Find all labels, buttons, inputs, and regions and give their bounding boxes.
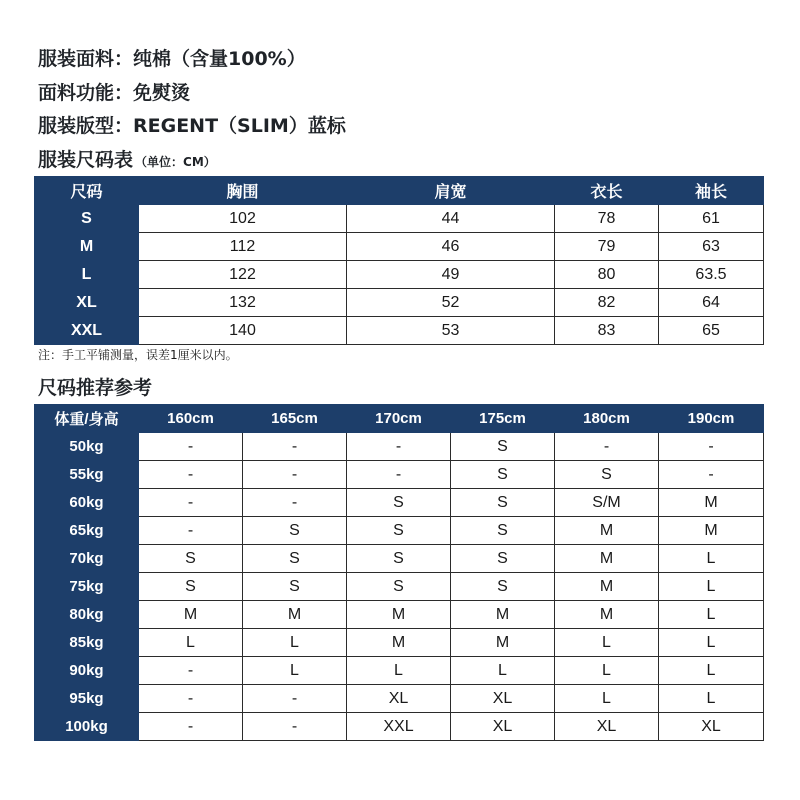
recommendation-row-label: 65kg [35,517,139,545]
recommendation-row-cell: L [659,629,764,657]
recommendation-row-cell: S [451,489,555,517]
size-row-cell: 65 [659,317,764,345]
size-row [35,233,764,261]
recommendation-row-cell: L [659,601,764,629]
recommendation-row-cell: - [347,433,451,461]
recommendation-row-cell: - [243,433,347,461]
recommendation-row-cell: L [243,657,347,685]
recommendation-row-cell: - [139,685,243,713]
recommendation-row-cell: M [139,601,243,629]
function-info: 面料功能：免熨烫 [38,82,191,104]
size-chart-header: 袖长 [659,177,764,205]
recommendation-row-cell: S [347,517,451,545]
recommendation-row-label: 55kg [35,461,139,489]
recommendation-row-label: 60kg [35,489,139,517]
recommendation-row-label: 85kg [35,629,139,657]
recommendation-row-cell: M [555,545,659,573]
size-row [35,317,764,345]
size-chart-header: 衣长 [555,177,659,205]
size-row-cell: 80 [555,261,659,289]
size-chart-header: 胸围 [139,177,347,205]
recommendation-row-cell: L [555,629,659,657]
recommendation-row-cell: XL [451,685,555,713]
recommendation-row-cell: XL [659,713,764,741]
size-row-cell: 46 [347,233,555,261]
size-row-cell: 140 [139,317,347,345]
size-row [35,261,764,289]
recommendation-row-cell: - [243,489,347,517]
recommendation-row-cell: M [451,601,555,629]
recommendation-row-cell: L [555,657,659,685]
size-row-cell: 63.5 [659,261,764,289]
fit-info: 服装版型：REGENT（SLIM）蓝标 [38,115,346,137]
recommendation-row-cell: M [243,601,347,629]
recommendation-row-cell: S [451,517,555,545]
size-row-label: L [35,261,139,289]
size-chart-header: 肩宽 [347,177,555,205]
recommendation-row-cell: - [243,461,347,489]
recommendation-row [35,573,764,601]
recommendation-row [35,545,764,573]
recommendation-row-cell: M [555,517,659,545]
size-row [35,205,764,233]
recommendation-row-cell: L [451,657,555,685]
recommendation-row [35,657,764,685]
recommendation-row-cell: S [347,573,451,601]
recommendation-row-cell: S [243,517,347,545]
recommendation-header: 165cm [243,405,347,433]
recommendation-row-cell: S [451,573,555,601]
recommendation-row-cell: - [659,461,764,489]
recommendation-row-cell: - [139,433,243,461]
recommendation-row-cell: - [347,461,451,489]
recommendation-row-cell: L [139,629,243,657]
recommendation-row-cell: S [555,461,659,489]
size-chart-table [34,176,764,345]
size-row-cell: 53 [347,317,555,345]
recommendation-table [34,404,764,741]
recommendation-row-label: 75kg [35,573,139,601]
recommendation-row-cell: M [555,573,659,601]
recommendation-row-cell: XL [347,685,451,713]
size-row-cell: 63 [659,233,764,261]
size-row-cell: 61 [659,205,764,233]
recommendation-row-cell: M [659,489,764,517]
size-row-cell: 112 [139,233,347,261]
recommendation-header: 体重/身高 [35,405,139,433]
recommendation-row-cell: - [243,685,347,713]
recommendation-row-cell: S [347,489,451,517]
recommendation-row-label: 100kg [35,713,139,741]
size-row-cell: 52 [347,289,555,317]
recommendation-row-cell: L [659,545,764,573]
recommendation-row-label: 80kg [35,601,139,629]
size-row [35,289,764,317]
recommendation-row-cell: S [347,545,451,573]
recommendation-row-cell: L [555,685,659,713]
recommendation-row [35,601,764,629]
recommendation-row [35,461,764,489]
recommendation-row-cell: S [451,433,555,461]
size-row-label: XL [35,289,139,317]
recommendation-row-cell: M [659,517,764,545]
recommendation-header: 175cm [451,405,555,433]
size-row-cell: 132 [139,289,347,317]
recommendation-row-cell: L [659,573,764,601]
recommendation-row-cell: S [139,573,243,601]
recommendation-row-cell: - [659,433,764,461]
recommendation-row [35,517,764,545]
recommendation-row-label: 50kg [35,433,139,461]
recommendation-row-cell: - [139,657,243,685]
recommendation-row [35,685,764,713]
recommendation-header: 170cm [347,405,451,433]
recommendation-row-cell: - [243,713,347,741]
size-chart-header-row [35,177,764,205]
recommendation-row-cell: L [659,685,764,713]
recommendation-row-cell: S [451,461,555,489]
recommendation-header-row [35,405,764,433]
recommendation-row [35,489,764,517]
recommendation-row-cell: - [139,517,243,545]
recommendation-header: 160cm [139,405,243,433]
recommendation-row-cell: - [139,489,243,517]
size-row-cell: 78 [555,205,659,233]
recommendation-row-cell: - [139,713,243,741]
recommendation-row-cell: M [555,601,659,629]
recommendation-row-cell: XL [451,713,555,741]
size-row-cell: 102 [139,205,347,233]
fabric-info: 服装面料：纯棉（含量100%） [38,48,306,70]
size-row-cell: 79 [555,233,659,261]
recommendation-row-label: 95kg [35,685,139,713]
recommendation-row-cell: S [451,545,555,573]
recommendation-row-cell: L [243,629,347,657]
size-chart-unit: （单位：CM） [135,155,216,169]
recommendation-row-cell: XL [555,713,659,741]
recommendation-row-cell: - [555,433,659,461]
size-row-label: XXL [35,317,139,345]
recommendation-row-cell: S [243,573,347,601]
recommendation-header: 190cm [659,405,764,433]
size-row-label: M [35,233,139,261]
recommendation-row-cell: XXL [347,713,451,741]
size-chart-header: 尺码 [35,177,139,205]
size-row-cell: 49 [347,261,555,289]
recommendation-row-cell: S [243,545,347,573]
recommendation-row-cell: M [347,601,451,629]
recommendation-row [35,713,764,741]
recommendation-row-label: 90kg [35,657,139,685]
recommendation-row-cell: L [347,657,451,685]
size-row-cell: 44 [347,205,555,233]
recommendation-row-cell: M [451,629,555,657]
recommendation-row-cell: - [139,461,243,489]
size-row-cell: 122 [139,261,347,289]
measurement-note: 注：手工平铺测量，误差1厘米以内。 [38,348,238,362]
size-row-cell: 83 [555,317,659,345]
size-row-cell: 82 [555,289,659,317]
recommendation-row-label: 70kg [35,545,139,573]
size-chart-title-text: 服装尺码表 [38,149,134,171]
recommendation-row-cell: S [139,545,243,573]
recommendation-row [35,629,764,657]
recommendation-header: 180cm [555,405,659,433]
recommendation-row-cell: S/M [555,489,659,517]
size-row-label: S [35,205,139,233]
recommendation-row [35,433,764,461]
size-chart-title [38,148,216,174]
recommendation-title: 尺码推荐参考 [38,377,153,399]
size-row-cell: 64 [659,289,764,317]
recommendation-row-cell: M [347,629,451,657]
recommendation-row-cell: L [659,657,764,685]
